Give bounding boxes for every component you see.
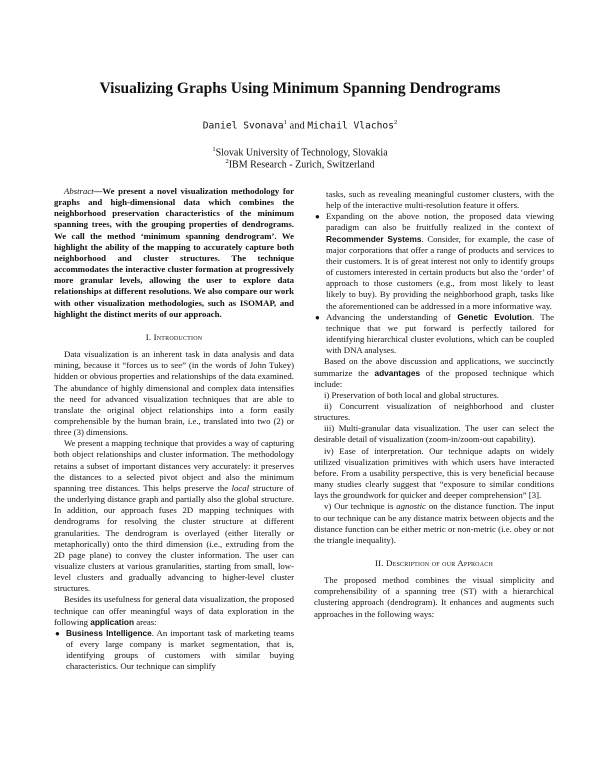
intro-p2-local: local bbox=[231, 482, 250, 493]
adv5-agnostic: agnostic bbox=[396, 501, 426, 512]
bullet-icon: ● bbox=[55, 628, 60, 638]
ge-part-b: . The technique that we put forward is perfectly tailored for identifying hierarchical cluster evolutions, which can be coupled with DNA analyses. bbox=[326, 311, 554, 356]
intro-p3-part-a: Besides its usefulness for general data visualization, the proposed technique can offer meaningful ways of data exploration in the following bbox=[54, 594, 294, 627]
affiliation-2-text: IBM Research - Zurich, Switzerland bbox=[228, 159, 375, 171]
bi-continued-text: tasks, such as revealing meaningful customer clusters, with the help of the interactive multi-resolution feature it offers. bbox=[326, 189, 554, 211]
affiliation-2-sup: 2 bbox=[225, 158, 229, 165]
ge-part-a: Advancing the understanding of bbox=[326, 311, 458, 322]
author-and: and bbox=[289, 120, 305, 132]
advantage-5 bbox=[314, 501, 554, 546]
affiliation-1-text: Slovak University of Technology, Slovakia bbox=[215, 147, 388, 159]
abstract-label: Abstract bbox=[64, 186, 94, 196]
summary-advantages: advantages bbox=[374, 367, 421, 378]
advantage-1: i) Preservation of both local and global structures. bbox=[324, 389, 499, 400]
section-heading-approach bbox=[314, 558, 554, 569]
advantage-2: ii) Concurrent visualization of neighborhood and cluster structures. bbox=[314, 400, 554, 423]
list-item-continued bbox=[314, 189, 554, 211]
author-2-sup: 2 bbox=[393, 119, 398, 126]
intro-p2-part-a: We present a mapping technique that provides a way of capturing both object relationships and cluster information. The methodology retains a subset of important distances very accurately: it preserves the distances to a selected pivot object and also the minimum spanning tree distances. This helps preserve the bbox=[54, 438, 294, 493]
author-1: Daniel Svonava bbox=[202, 120, 284, 132]
advantage-3: iii) Multi-granular data visualization. The user can select the desirable detail of visualization (zoom-in/zoom-out capability). bbox=[314, 423, 554, 445]
adv5-part-b: on the distance function. The input to our technique can be any distance matrix between objects and the distance function can be either metric or non-metric (i.e. obey or not the triangle inequality). bbox=[314, 501, 554, 545]
section-heading-introduction bbox=[54, 332, 294, 343]
paper-title: Visualizing Graphs Using Minimum Spanning Dendrograms bbox=[99, 80, 501, 97]
bi-text: . An important task of marketing teams of every large company is market segmentation, that is, identifying groups of customers with similar buying characteristics. Our technique can simplify bbox=[66, 627, 294, 672]
application-list bbox=[54, 628, 294, 673]
author-1-sup: 1 bbox=[283, 119, 287, 126]
list-item-genetic-evolution bbox=[314, 312, 554, 357]
section-title: Description of our Approach bbox=[386, 558, 493, 568]
intro-p3-application: application bbox=[90, 616, 135, 627]
affiliation-1 bbox=[0, 146, 600, 158]
bullet-icon: ● bbox=[315, 312, 320, 322]
list-item-business-intelligence bbox=[54, 628, 294, 673]
section-title: Introduction bbox=[153, 331, 203, 342]
section-number: II. bbox=[375, 558, 384, 568]
bullet-icon: ● bbox=[315, 212, 320, 222]
rs-part-a: Expanding on the above notion, the proposed data viewing paradigm can also be fruitfully realized in the context of bbox=[326, 211, 554, 233]
adv5-part-a: v) Our technique is bbox=[324, 501, 397, 512]
author-line bbox=[0, 119, 600, 132]
intro-paragraph-1: Data visualization is an inherent task in data analysis and data mining, because it “forces us to see” (in the words of John Tukey) hidden or obvious properties and relationships of the data examined. The abundance of highly dimensional and complex data intensifies the need for advanced visualization techniques that are able to translate the original object relationships into a form easily comprehensible by the human brain, i.e., translated into two (2) or three (3) dimensions. bbox=[54, 349, 294, 438]
affiliation-1-sup: 1 bbox=[212, 146, 216, 153]
author-2: Michail Vlachos bbox=[307, 120, 394, 132]
intro-paragraph-2 bbox=[54, 438, 294, 594]
summary-part-b: of the proposed technique which include: bbox=[314, 367, 554, 389]
advantage-4: iv) Ease of interpretation. Our technique adapts on widely utilized visualization primitives with which users have interacted before. From a usability perspective, this is very beneficial because many studies clearly suggest that “exposure to similar conditions lays the groundwork for quicker and deeper comprehension” [3]. bbox=[314, 445, 554, 501]
affiliation-2 bbox=[0, 158, 600, 170]
rs-part-b: . Consider, for example, the case of major corporations that offer a range of products and services to their customers. It is of great interest not only to identify groups of customers interested in certain products but also the ‘order’ of approach to those customers (e.g., from most likely to least likely to buy). By providing the neighborhood graph, tasks like the aforementioned can be addressed in a more informative way. bbox=[326, 233, 555, 311]
summary-paragraph bbox=[314, 356, 554, 389]
approach-paragraph: The proposed method combines the visual simplicity and comprehensibility of a spanning tree (ST) with a hierarchical clustering approach (dendrogram). It enhances and augments such approaches in the following ways: bbox=[314, 575, 554, 619]
bi-label: Business Intelligence bbox=[66, 627, 152, 638]
abstract: Abstract—We present a novel visualization methodology for graphs and high-dimensional data which combines the neighborhood preservation characteristics of the minimum spanning trees, with the grouping properties of dendrograms. We call the method ‘minimum spanning dendrogram’. We highlight the ability of the mapping to accurately capture both neighborhood and cluster structures. The technique accommodates the interactive cluster formation at progressively more granular levels, allowing the user to explore data relationships at different resolutions. We also compare our work with other visualization methodologies, such as ISOMAP, and highlight the distinct merits of our approach. bbox=[54, 186, 294, 319]
intro-p3-part-b: areas: bbox=[134, 616, 157, 627]
right-column bbox=[314, 189, 554, 620]
rs-label: Recommender Systems bbox=[326, 233, 422, 244]
intro-paragraph-3 bbox=[54, 594, 294, 627]
ge-label: Genetic Evolution bbox=[457, 311, 532, 322]
abstract-text: We present a novel visualization methodology for graphs and high-dimensional data which combines the neighborhood preservation characteristics of the minimum spanning trees, with the grouping properties of dendrograms. We call the method ‘minimum spanning dendrogram’. We highlight the ability of the mapping to accurately capture both neighborhood and cluster structures. The technique accommodates the interactive cluster formation at progressively more granular levels, allowing the user to explore data relationships at different resolutions. We also compare our work with other visualization methodologies, such as ISOMAP, and highlight the distinct merits of our approach. bbox=[54, 186, 294, 319]
summary-part-a: Based on the above discussion and applications, we succinctly summarize the bbox=[314, 356, 554, 378]
list-item-recommender-systems bbox=[314, 211, 554, 311]
left-column bbox=[54, 186, 294, 673]
application-list-continued bbox=[314, 189, 554, 356]
section-number: I. bbox=[145, 331, 152, 342]
intro-p2-part-b: structure of the underlying distance graph and partially also the global structure. In addition, our approach fuses 2D mapping techniques with dendrograms for resolving the cluster structure at different granularities. The dendrogram is overlayed (either literally or metaphorically) onto the third dimension (i.e., extruding from the 2D page plane) to convey the cluster information. The user can visualize clusters at various granularities, starting from small, low-level clusters and gradually advancing to higher-level cluster structures. bbox=[54, 482, 294, 594]
